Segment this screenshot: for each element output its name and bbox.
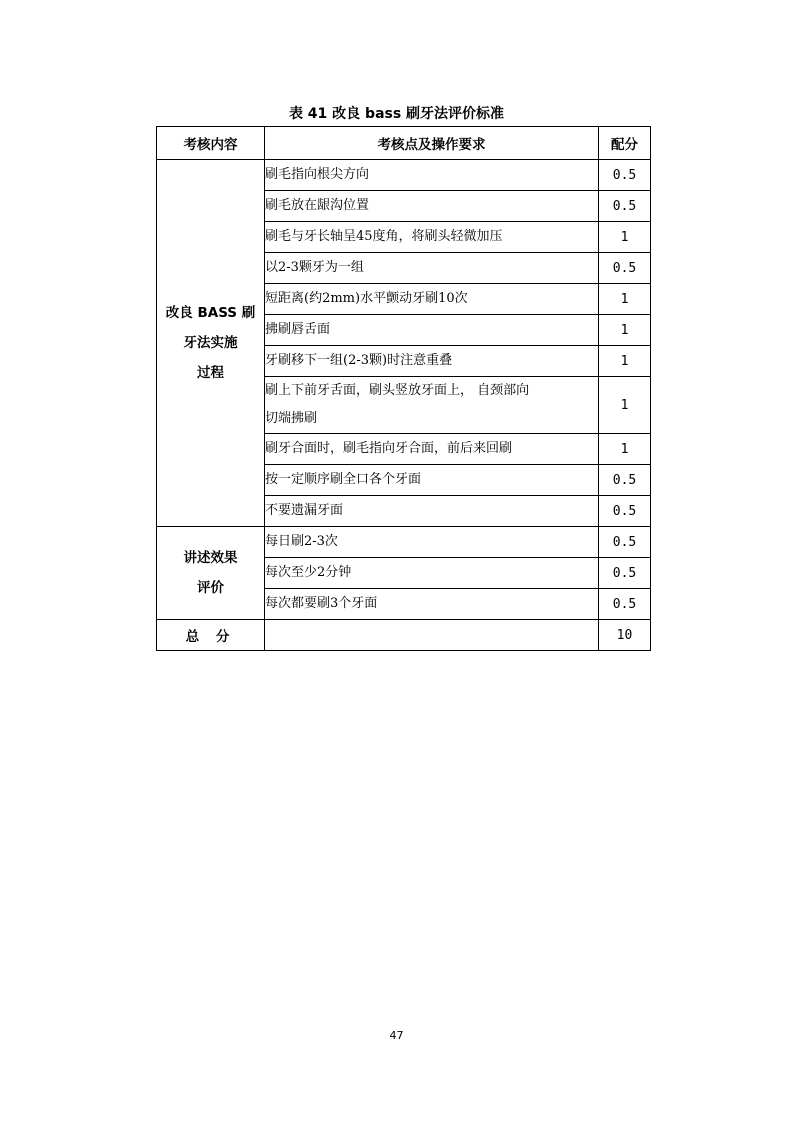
table-row <box>157 160 651 191</box>
requirement-cell: 每次都要刷3个牙面 <box>265 589 599 620</box>
table-header-row <box>157 127 651 160</box>
total-row <box>157 620 651 651</box>
requirement-cell: 拂刷唇舌面 <box>265 315 599 346</box>
evaluation-table <box>156 126 651 651</box>
score-cell: 0.5 <box>599 558 651 589</box>
total-requirements <box>265 620 599 651</box>
score-cell: 0.5 <box>599 465 651 496</box>
score-cell: 0.5 <box>599 527 651 558</box>
requirement-cell: 刷上下前牙舌面，刷头竖放牙面上， 自颈部向 切端拂刷 <box>265 377 599 434</box>
score-cell: 0.5 <box>599 160 651 191</box>
requirement-cell: 刷毛放在龈沟位置 <box>265 191 599 222</box>
table-title: 表 41 改良 bass 刷牙法评价标准 <box>288 106 505 122</box>
table-row <box>157 527 651 558</box>
group-label-evaluation: 讲述效果 评价 <box>157 527 265 620</box>
requirement-cell: 刷毛指向根尖方向 <box>265 160 599 191</box>
score-cell: 0.5 <box>599 496 651 527</box>
page-number: 47 <box>389 1029 404 1042</box>
requirement-cell: 牙刷移下一组(2-3颗)时注意重叠 <box>265 346 599 377</box>
score-cell: 1 <box>599 315 651 346</box>
total-label: 总 分 <box>157 620 265 651</box>
score-cell: 0.5 <box>599 253 651 284</box>
requirement-cell: 刷毛与牙长轴呈45度角，将刷头轻微加压 <box>265 222 599 253</box>
group-label-bass: 改良 BASS 刷 牙法实施 过程 <box>157 160 265 527</box>
score-cell: 1 <box>599 284 651 315</box>
score-cell: 1 <box>599 377 651 434</box>
requirement-cell: 按一定顺序刷全口各个牙面 <box>265 465 599 496</box>
header-content: 考核内容 <box>157 127 265 160</box>
score-cell: 1 <box>599 346 651 377</box>
score-cell: 1 <box>599 434 651 465</box>
score-cell: 0.5 <box>599 589 651 620</box>
requirement-cell: 刷牙合面时，刷毛指向牙合面，前后来回刷 <box>265 434 599 465</box>
header-requirements: 考核点及操作要求 <box>265 127 599 160</box>
requirement-cell: 以2-3颗牙为一组 <box>265 253 599 284</box>
total-score: 10 <box>599 620 651 651</box>
score-cell: 1 <box>599 222 651 253</box>
requirement-cell: 每日刷2-3次 <box>265 527 599 558</box>
requirement-cell: 每次至少2分钟 <box>265 558 599 589</box>
requirement-cell: 短距离(约2mm)水平颤动牙刷10次 <box>265 284 599 315</box>
header-score: 配分 <box>599 127 651 160</box>
requirement-cell: 不要遗漏牙面 <box>265 496 599 527</box>
score-cell: 0.5 <box>599 191 651 222</box>
